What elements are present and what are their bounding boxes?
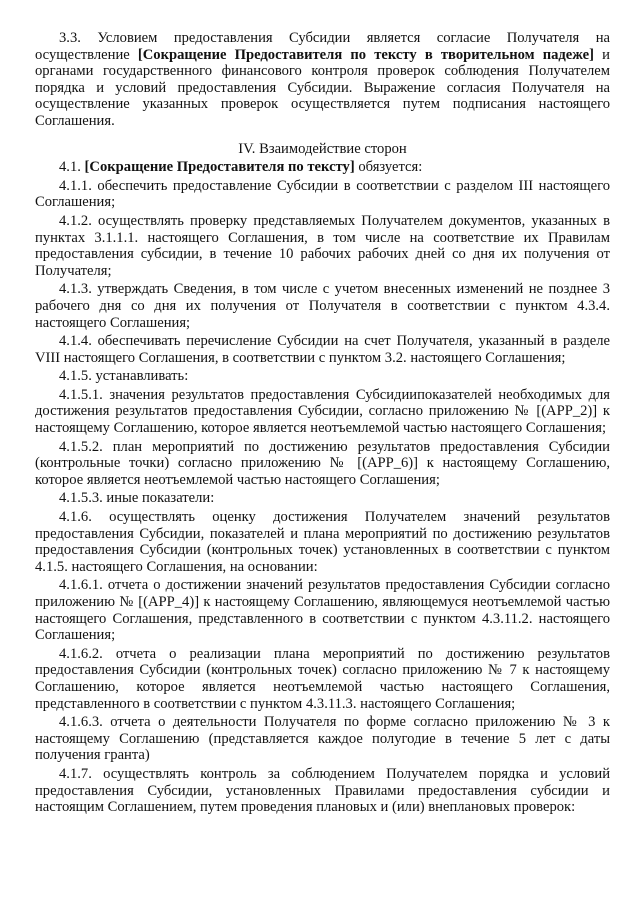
section-heading: IV. Взаимодействие сторон <box>238 140 407 157</box>
paragraph-4-1-6-2: 4.1.6.2. отчета о реализации плана мероприятий по достижению результатов предоставления Субсидии (контрольных точек) согласно приложению № 7 к настоящему Соглашению, которое является неотъемлемой частью настоящего Соглашения, представленного в соответствии с пунктом 4.3.11.3. настоящего Соглашения; <box>35 645 610 712</box>
paragraph-4-1-4: 4.1.4. обеспечивать перечисление Субсидии на счет Получателя, указанный в разделе VIII настоящего Соглашения, в соответствии с пунктом 3.2. настоящего Соглашения; <box>35 333 610 366</box>
paragraph-3-3: 3.3. Условием предоставления Субсидии является согласие Получателя на осуществление [Сокращение Предоставителя по тексту в творительном падеже] и органами государственного финансового контроля проверок соблюдения Получателем порядка и условий предоставления Субсидии. Выражение согласия Получателя на осуществление указанных проверок осуществляется путем подписания настоящего Соглашения. <box>35 30 610 129</box>
paragraph-4-1-6-3: 4.1.6.3. отчета о деятельности Получателя по форме согласно приложению № 3 к настоящему Соглашению (представляется каждое полугодие в течение 5 лет с даты получения гранта) <box>35 714 610 764</box>
placeholder-text: [Сокращение Предоставителя по тексту в творительном падеже] <box>137 46 595 63</box>
paragraph-4-1: 4.1. [Сокращение Предоставителя по тексту] обязуется: <box>59 159 423 176</box>
paragraph-4-1-6: 4.1.6. осуществлять оценку достижения Получателем значений результатов предоставления Субсидии, показателей и плана мероприятий по достижению результатов предоставления Субсидии (контрольных точек) установленных в соответствии с пунктом 4.1.5. настоящего Соглашения, на основании: <box>35 509 610 575</box>
paragraph-4-1-3: 4.1.3. утверждать Сведения, в том числе с учетом внесенных изменений не позднее 3 рабочего дня со дня их получения от Получателя в соответствии с пунктом 4.3.4. настоящего Соглашения; <box>35 281 610 331</box>
placeholder-text: [Сокращение Предоставителя по тексту] <box>84 159 355 176</box>
paragraph-4-1-7: 4.1.7. осуществлять контроль за соблюдением Получателем порядка и условий предоставления Субсидии, установленных Правилами предоставления субсидии и настоящим Соглашением, путем проведения плановых и (или) внеплановых проверок: <box>35 765 610 816</box>
paragraph-4-1-5: 4.1.5. устанавливать: <box>59 368 189 385</box>
paragraph-4-1-1: 4.1.1. обеспечить предоставление Субсидии в соответствии с разделом III настоящего Соглашения; <box>35 177 610 211</box>
paragraph-4-1-2: 4.1.2. осуществлять проверку представляемых Получателем документов, указанных в пунктах 3.1.1.1. настоящего Соглашения, в том числе на соответствие их Правилам предоставления субсидии, в течение 10 рабочих рабочих дней со дня их получения от Получателя; <box>35 212 610 279</box>
paragraph-4-1-5-1: 4.1.5.1. значения результатов предоставления Субсидиипоказателей необходимых для достижения результатов предоставления Субсидии, согласно приложению № [(APP_2)] к настоящему Соглашению, которое является неотъемлемой частью настоящего Соглашения; <box>35 386 610 437</box>
paragraph-4-1-5-2: 4.1.5.2. план мероприятий по достижению результатов предоставления Субсидии (контрольные точки) согласно приложению № [(APP_6)] к настоящему Соглашению, которое является неотъемлемой частью настоящего Соглашения; <box>35 438 610 488</box>
paragraph-4-1-5-3: 4.1.5.3. иные показатели: <box>59 490 215 507</box>
paragraph-4-1-6-1: 4.1.6.1. отчета о достижении значений результатов предоставления Субсидии согласно приложению № [(APP_4)] к настоящему Соглашению, являющемуся неотъемлемой частью настоящего Соглашения, представленного в соответствии с пунктом 4.3.11.2. настоящего Соглашения; <box>35 577 610 644</box>
